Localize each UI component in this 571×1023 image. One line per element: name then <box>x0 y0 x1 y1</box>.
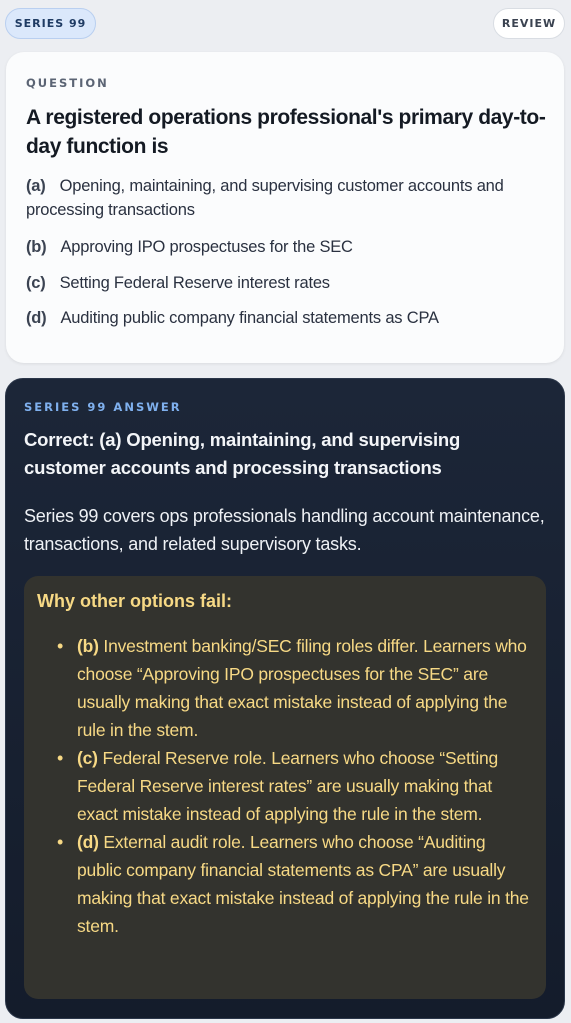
bullet-icon: • <box>57 636 64 656</box>
bullet-icon: • <box>57 748 64 768</box>
top-bar <box>0 0 571 44</box>
option-letter: (d) <box>26 309 47 327</box>
question-title: A registered operations professional's primary day-to-day function is <box>26 106 546 158</box>
option-letter: (c) <box>26 274 46 292</box>
bullet-icon: • <box>57 832 64 852</box>
option-text: Auditing public company financial statements as CPA <box>60 309 439 327</box>
option-text: Opening, maintaining, and supervising customer accounts and processing transactions <box>26 177 504 219</box>
why-item-text: Federal Reserve role. Learners who choose “Setting Federal Reserve interest rates” are usually making that exact mistake instead of applying the rule in the stem. <box>77 748 499 824</box>
why-title: Why other options fail: <box>37 591 232 611</box>
why-list <box>24 632 546 940</box>
why-item-text: External audit role. Learners who choose “Auditing public company financial statements as CPA” are usually making that exact mistake instead of applying the rule in the stem. <box>77 832 529 936</box>
answer-card <box>5 378 565 1019</box>
why-item-label: (d) <box>77 832 99 852</box>
correct-answer: Correct: (a) Opening, maintaining, and supervising customer accounts and processing transactions <box>24 429 461 478</box>
option-text: Setting Federal Reserve interest rates <box>59 274 330 292</box>
list-item <box>24 744 546 828</box>
question-card <box>6 52 564 363</box>
option-d[interactable] <box>26 306 556 330</box>
option-b[interactable] <box>26 235 556 259</box>
series-badge: SERIES 99 <box>5 8 96 39</box>
review-button[interactable]: REVIEW <box>493 8 565 39</box>
why-item-text: Investment banking/SEC filing roles differ. Learners who choose “Approving IPO prospectuses for the SEC” are usually making that exact mistake instead of applying the rule in the stem. <box>77 636 527 740</box>
option-a[interactable] <box>26 174 556 222</box>
answer-eyebrow: SERIES 99 ANSWER <box>24 400 182 414</box>
why-item-label: (b) <box>77 636 99 656</box>
option-letter: (a) <box>26 177 46 195</box>
why-other-options-panel <box>24 576 546 999</box>
option-letter: (b) <box>26 238 47 256</box>
option-text: Approving IPO prospectuses for the SEC <box>60 238 353 256</box>
option-c[interactable] <box>26 271 556 295</box>
question-eyebrow: QUESTION <box>26 76 109 90</box>
list-item <box>24 828 546 940</box>
list-item <box>24 632 546 744</box>
answer-explanation: Series 99 covers ops professionals handling account maintenance, transactions, and related supervisory tasks. <box>24 506 545 554</box>
why-item-label: (c) <box>77 748 98 768</box>
